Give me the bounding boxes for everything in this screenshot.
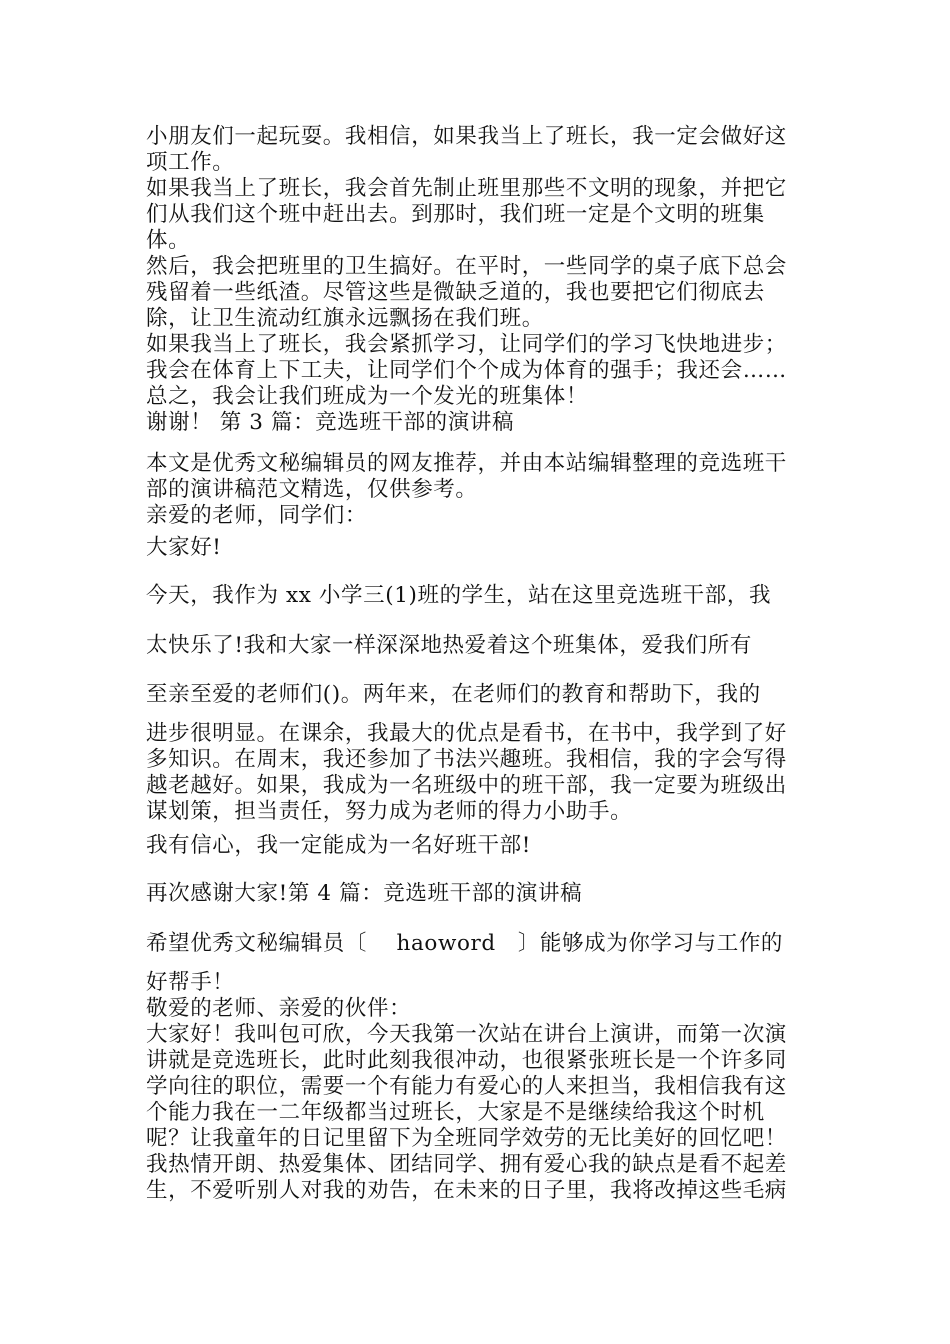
line-15 xyxy=(146,931,806,957)
paragraph-9: 今天，我作为 xx 小学三(1)班的学生，站在这里竞选班干部，我 xyxy=(146,583,772,608)
paragraph-1: 小朋友们一起玩耍。我相信，如果我当上了班长，我一定会做好这项工作。 xyxy=(146,124,787,175)
heading-article-4 xyxy=(146,881,806,907)
paragraph-3: 然后，我会把班里的卫生搞好。在平时，一些同学的桌子底下总会残留着一些纸渣。尽管这些是微缺乏道的，我也要把它们彻底去除，让卫生流动红旗永远飘扬在我们班。 xyxy=(146,254,787,331)
paragraph-18: 大家好！我叫包可欣，今天我第一次站在讲台上演讲，而第一次演讲就是竞选班长，此时此刻我很冲动，也很紧张班长是一个许多同学向往的职位，需要一个有能力有爱心的人来担当，我相信我有这个能力我在一二年级都当过班长，大家是不是继续给我这个时机呢？让我童年的日记里留下为全班同学效劳的无比美好的回忆吧！我热情开朗、热爱集体、团结同学、拥有爱心我的缺点是看不起差生，不爱听别人对我的劝告，在未来的日子里，我将改掉这些毛病 xyxy=(146,1022,787,1203)
paragraph-5: 谢谢！ 第 3 篇：竞选班干部的演讲稿 xyxy=(146,410,515,435)
paragraph-6: 本文是优秀文秘编辑员的网友推荐，并由本站编辑整理的竞选班干部的演讲稿范文精选，仅供参考。 xyxy=(146,451,787,502)
line-11 xyxy=(146,682,806,708)
section-campaign-continuation xyxy=(146,124,806,410)
heading-article-3 xyxy=(146,410,806,436)
paragraph-15: 希望优秀文秘编辑员〔 haoword 〕能够成为你学习与工作的 xyxy=(146,931,784,956)
paragraph-7: 亲爱的老师，同学们： xyxy=(146,503,368,528)
paragraph-13: 我有信心，我一定能成为一名好班干部! xyxy=(146,833,531,858)
paragraph-14: 再次感谢大家!第 4 篇：竞选班干部的演讲稿 xyxy=(146,881,583,906)
paragraph-16: 好帮手！ xyxy=(146,970,235,995)
section-article-4 xyxy=(146,970,806,1204)
line-13 xyxy=(146,833,806,859)
section-progress xyxy=(146,721,806,825)
paragraph-2: 如果我当上了班长，我会首先制止班里那些不文明的现象，并把它们从我们这个班中赶出去。到那时，我们班一定是个文明的班集体。 xyxy=(146,176,787,253)
paragraph-8: 大家好! xyxy=(146,535,222,560)
paragraph-10: 太快乐了!我和大家一样深深地热爱着这个班集体，爱我们所有 xyxy=(146,633,752,658)
greeting xyxy=(146,535,806,561)
paragraph-4: 如果我当上了班长，我会紧抓学习，让同学们的学习飞快地进步；我会在体育上下工夫，让同学们个个成为体育的强手；我还会……总之，我会让我们班成为一个发光的班集体！ xyxy=(146,332,787,409)
paragraph-11: 至亲至爱的老师们()。两年来，在老师们的教育和帮助下，我的 xyxy=(146,682,761,707)
line-9 xyxy=(146,583,806,609)
line-10 xyxy=(146,633,806,659)
paragraph-17: 敬爱的老师、亲爱的伙伴： xyxy=(146,996,412,1021)
paragraph-12: 进步很明显。在课余，我最大的优点是看书，在书中，我学到了好多知识。在周末，我还参加了书法兴趣班。我相信，我的字会写得越老越好。如果，我成为一名班级中的班干部，我一定要为班级出谋划策，担当责任，努力成为老师的得力小助手。 xyxy=(146,721,787,824)
section-article-3-intro xyxy=(146,451,806,529)
